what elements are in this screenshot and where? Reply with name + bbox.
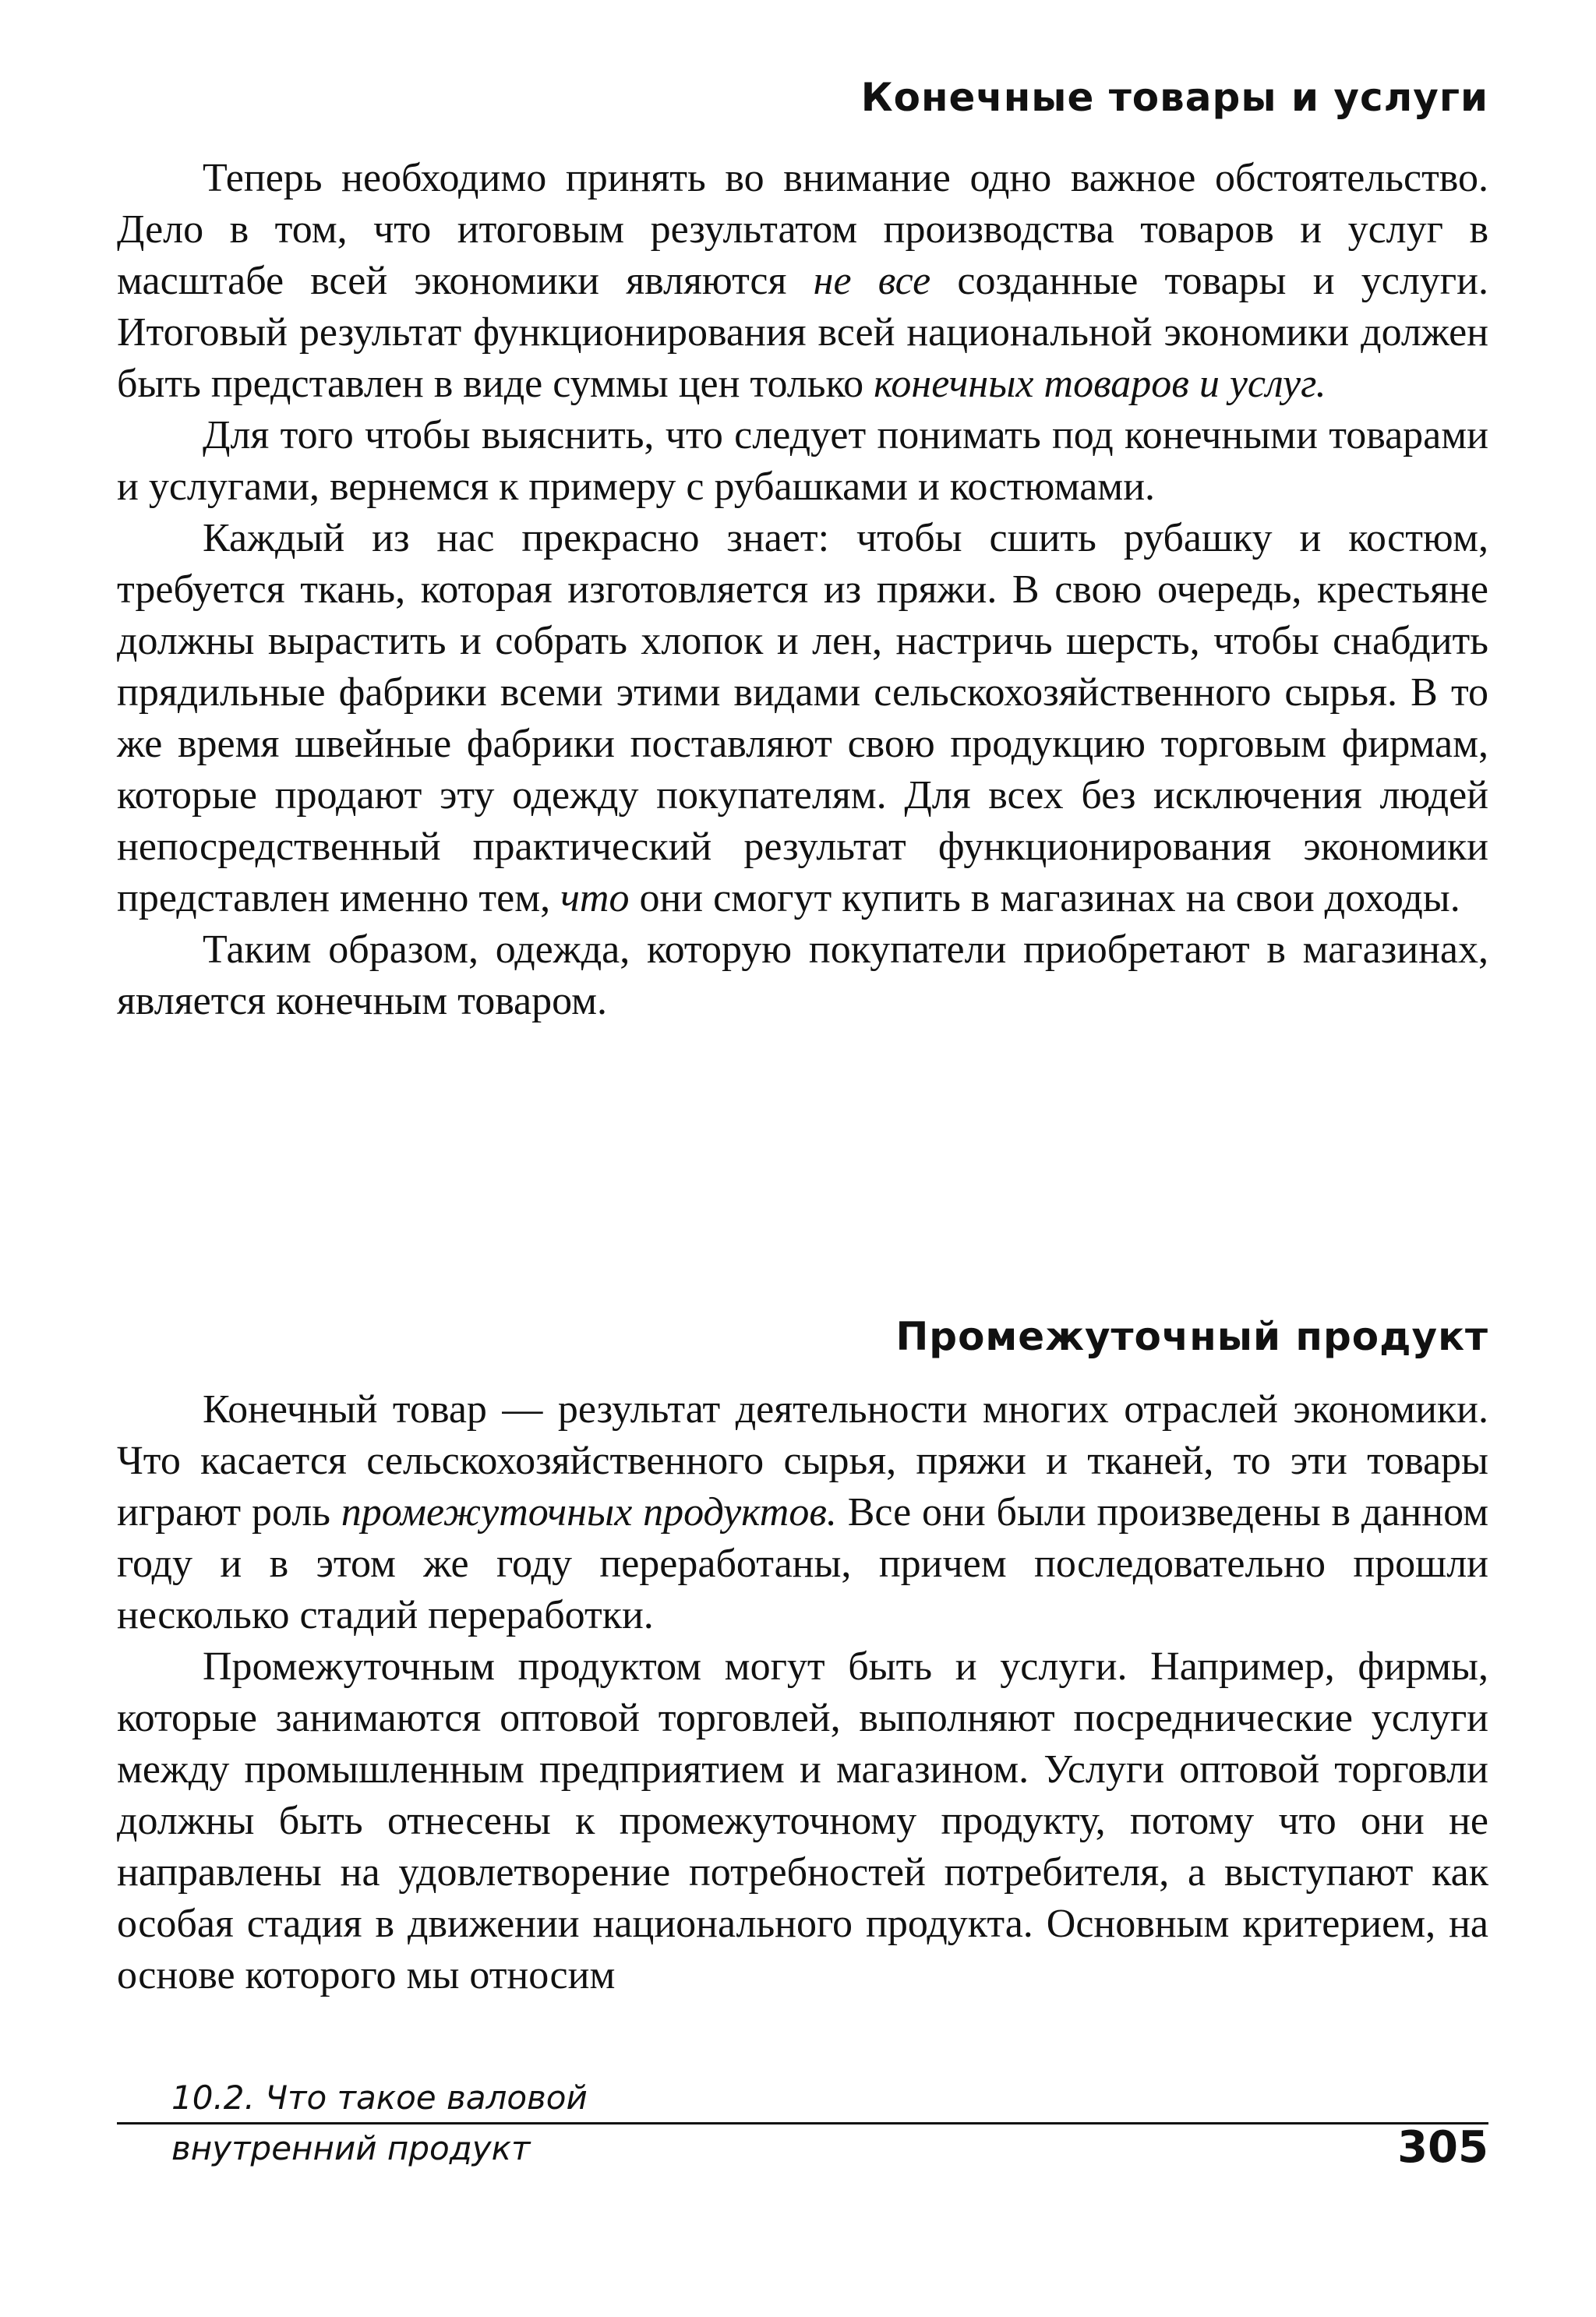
paragraph [117, 1384, 1488, 1641]
footer-chapter-subtitle: внутренний продукт [171, 2129, 531, 2167]
book-page [117, 0, 1488, 2317]
text-run: Каждый из нас прекрасно знает: чтобы сшить рубашку и костюм, требуется ткань, которая изготовляется из пряжи. В свою очередь, крестьяне должны вырастить и собрать хлопок и лен, настричь шерсть, чтобы снабдить прядильные фабрики всеми этими видами сельскохозяйственного сырья. В то же время швейные фабрики поставляют свою продукцию торговым фирмам, которые продают эту одежду покупателям. Для всех без исключения людей непосредственный практический результат функционирования экономики представлен именно тем, [117, 516, 1488, 920]
paragraph: Для того чтобы выяснить, что следует понимать под конечными товарами и услугами, вернемся к примеру с рубашками и костюмами. [117, 413, 1488, 509]
text-run: Все они были произведены в данном году и в этом же году переработаны, причем последовательно прошли несколько стадий переработки. [117, 1490, 1488, 1637]
page-footer [117, 2077, 1488, 2202]
text-run: Теперь необходимо принять во внимание одно важное обстоятельство. Дело в том, что итоговым результатом производства товаров и услуг в масштабе всей экономики являются [117, 156, 1488, 303]
paragraph [117, 513, 1488, 924]
italic-text: что [560, 876, 630, 920]
italic-text: не все [813, 259, 931, 303]
footer-chapter-title: 10.2. Что такое валовой [171, 2079, 588, 2117]
text-run: Конечный товар — результат деятельности многих отраслей экономики. Что касается сельскохозяйственного сырья, пряжи и тканей, то эти товары играют роль [117, 1387, 1488, 1535]
paragraph [117, 153, 1488, 410]
section-final-goods-body [117, 153, 1488, 1027]
section-intermediate-product-body [117, 1384, 1488, 2001]
page-number: 305 [1397, 2122, 1488, 2173]
paragraph: Промежуточным продуктом могут быть и услуги. Например, фирмы, которые занимаются оптовой торговлей, выполняют посреднические услуги между промышленным предприятием и магазином. Услуги оптовой торговли должны быть отнесены к промежуточному продукту, потому что они не направлены на удовлетворение потребностей потребителя, а выступают как особая стадия в движении национального продукта. Основным критерием, на основе которого мы относим [117, 1644, 1488, 1997]
italic-text: конечных товаров и услуг. [874, 362, 1326, 406]
paragraph: Таким образом, одежда, которую покупатели приобретают в магазинах, является конечным товаром. [117, 927, 1488, 1023]
section-title-intermediate-product: Промежуточный продукт [895, 1314, 1488, 1359]
footer-divider [117, 2122, 1488, 2125]
footer-bottom-row [117, 2122, 1488, 2174]
text-run: созданные товары и услуги. Итоговый результат функционирования всей национальной экономики должен быть представлен в виде суммы цен только [117, 259, 1488, 406]
text-run: они смогут купить в магазинах на свои доходы. [629, 876, 1460, 920]
italic-text: промежуточных продуктов. [341, 1490, 837, 1535]
section-title-final-goods: Конечные товары и услуги [860, 75, 1488, 120]
